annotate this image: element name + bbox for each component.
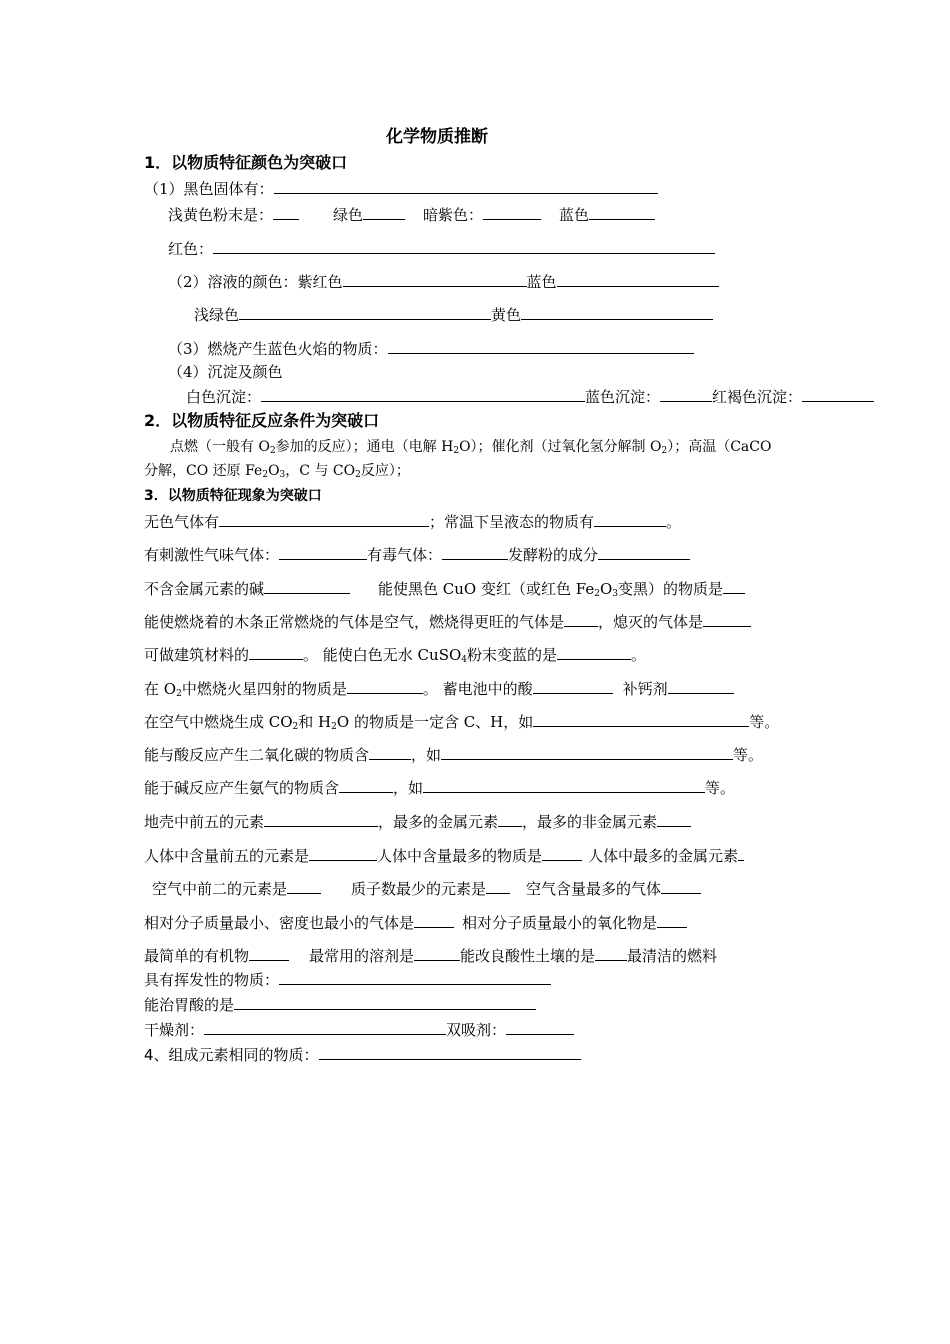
row-building bbox=[144, 644, 646, 665]
section-2-heading: 2．以物质特征反应条件为突破口 bbox=[144, 411, 380, 430]
solution-row bbox=[168, 271, 719, 292]
black-solid-blank[interactable] bbox=[274, 178, 658, 194]
text-segment: 等。 bbox=[749, 713, 780, 731]
subscript: 2 bbox=[292, 722, 299, 732]
text-segment: O bbox=[268, 463, 280, 479]
white-ppt-blank[interactable] bbox=[261, 386, 585, 402]
text-segment: 粉末变蓝的是 bbox=[467, 646, 558, 664]
body-metal-label: 人体中最多的金属元素 bbox=[588, 847, 739, 865]
ammonia-example-blank[interactable] bbox=[423, 777, 705, 793]
row-air bbox=[152, 878, 701, 899]
solution-blue-blank[interactable] bbox=[557, 271, 719, 287]
body-metal-blank[interactable] bbox=[738, 845, 744, 861]
red-brown-ppt-blank[interactable] bbox=[802, 386, 874, 402]
air-gas-blank[interactable] bbox=[661, 878, 701, 894]
section-3-heading: 3．以物质特征现象为突破口 bbox=[144, 488, 322, 504]
toxic-gas-blank[interactable] bbox=[442, 544, 508, 560]
building-material-blank[interactable] bbox=[249, 644, 303, 660]
body-substance-blank[interactable] bbox=[542, 845, 582, 861]
yellow-blank[interactable] bbox=[521, 304, 713, 320]
row-volatile bbox=[144, 969, 551, 990]
ammonia-label: 能于碱反应产生氨气的物质含 bbox=[144, 779, 340, 797]
solvent-blank[interactable] bbox=[414, 945, 460, 961]
subscript: 2 bbox=[594, 589, 600, 599]
row-desiccant bbox=[144, 1019, 574, 1040]
text-segment: 反应）； bbox=[360, 463, 410, 479]
body-elements-label: 人体中含量前五的元素是 bbox=[144, 847, 310, 865]
lightest-gas-label: 相对分子质量最小、密度也最小的气体是 bbox=[144, 914, 415, 932]
text-segment: ）；高温（CaCO bbox=[667, 439, 772, 455]
volatile-label: 具有挥发性的物质： bbox=[144, 971, 280, 989]
toxic-gas-label: 有毒气体： bbox=[367, 546, 443, 564]
colorless-gas-blank[interactable] bbox=[219, 511, 429, 527]
light-green-label: 浅绿色 bbox=[194, 306, 240, 324]
page-title: 化学物质推断 bbox=[386, 127, 488, 147]
pungent-gas-blank[interactable] bbox=[279, 544, 367, 560]
body-substance-label: 人体中含量最多的物质是 bbox=[377, 847, 543, 865]
sparks-blank[interactable] bbox=[347, 678, 423, 694]
air-gas-label: 空气含量最多的气体 bbox=[526, 880, 662, 898]
baking-powder-label: 发酵粉的成分 bbox=[508, 546, 599, 564]
row-base-ammonia bbox=[144, 777, 735, 798]
soil-improver-blank[interactable] bbox=[595, 945, 627, 961]
subscript: 2 bbox=[355, 470, 361, 480]
colorless-gas-label: 无色气体有 bbox=[144, 513, 220, 531]
light-yellow-blank[interactable] bbox=[273, 204, 299, 220]
crust-elements-blank[interactable] bbox=[264, 811, 378, 827]
liquid-label: ；常温下呈液态的物质有 bbox=[429, 513, 595, 531]
row-crust bbox=[144, 811, 691, 832]
text-segment: ，C 与 CO bbox=[285, 463, 356, 479]
text-segment: 点燃（一般有 O bbox=[170, 439, 270, 455]
conditions-line-1 bbox=[170, 437, 771, 457]
text-segment: O bbox=[599, 580, 613, 598]
subscript: 2 bbox=[331, 722, 337, 732]
air-elements-label: 空气中前二的元素是 bbox=[152, 880, 288, 898]
row-same-elements bbox=[144, 1044, 581, 1065]
text-segment: 变黑）的物质是 bbox=[618, 580, 724, 598]
row-sparks bbox=[144, 678, 734, 699]
green-label: 绿色 bbox=[333, 206, 364, 224]
body-elements-blank[interactable] bbox=[309, 845, 377, 861]
stronger-burning-blank[interactable] bbox=[564, 611, 598, 627]
solvent-label: 最常用的溶剂是 bbox=[309, 947, 415, 965]
battery-acid-label: 。 蓄电池中的酸 bbox=[422, 680, 533, 698]
purple-red-blank[interactable] bbox=[343, 271, 527, 287]
reducing-agent-blank[interactable] bbox=[723, 578, 745, 594]
calcium-label: 补钙剂 bbox=[622, 680, 668, 698]
same-elements-blank[interactable] bbox=[319, 1044, 581, 1060]
row-combustion bbox=[144, 611, 751, 632]
precipitate-row bbox=[186, 386, 874, 407]
nonmetal-base-label: 不含金属元素的碱 bbox=[144, 580, 265, 598]
crust-nonmetal-label: ，最多的非金属元素 bbox=[522, 813, 658, 831]
subscript: 3 bbox=[612, 589, 619, 599]
light-green-blank[interactable] bbox=[239, 304, 491, 320]
soil-improver-label: 能改良酸性土壤的是 bbox=[460, 947, 596, 965]
solution-blue-label: 蓝色 bbox=[526, 273, 557, 291]
row-colorless-gas bbox=[144, 511, 681, 532]
red-row bbox=[168, 238, 715, 259]
subscript: 2 bbox=[453, 446, 460, 456]
acid-co2-ion-blank[interactable] bbox=[369, 744, 411, 760]
text-segment: 在空气中燃烧生成 CO bbox=[144, 713, 293, 731]
double-absorber-blank[interactable] bbox=[506, 1019, 574, 1035]
light-yellow-label: 浅黄色粉末是： bbox=[168, 206, 274, 224]
green-blank[interactable] bbox=[363, 204, 405, 220]
subscript: 2 bbox=[269, 446, 276, 456]
text-segment: 等。 bbox=[733, 746, 764, 764]
text-segment: 在 O bbox=[144, 680, 177, 698]
yellow-label: 黄色 bbox=[491, 306, 522, 324]
crust-metal-label: ，最多的金属元素 bbox=[378, 813, 499, 831]
desiccant-blank[interactable] bbox=[204, 1019, 446, 1035]
subscript: 2 bbox=[661, 446, 668, 456]
extinguish-label: ，熄灭的气体是 bbox=[598, 613, 704, 631]
row-acid-co2 bbox=[144, 744, 763, 765]
row-base bbox=[144, 578, 745, 599]
white-ppt-label: 白色沉淀： bbox=[186, 388, 262, 406]
text-segment: 等。 bbox=[705, 779, 736, 797]
period: 。 bbox=[666, 513, 682, 531]
text-segment: 分解，CO 还原 Fe bbox=[144, 463, 263, 479]
volatile-blank[interactable] bbox=[279, 969, 551, 985]
simplest-organic-blank[interactable] bbox=[249, 945, 289, 961]
nonmetal-base-blank[interactable] bbox=[264, 578, 350, 594]
calcium-blank[interactable] bbox=[668, 678, 734, 694]
row-simplest bbox=[144, 945, 717, 966]
text-segment: ，如 bbox=[411, 746, 442, 764]
text-segment: 参加的反应）；通电（电解 H bbox=[275, 439, 454, 455]
cuso4-label: 。 能使白色无水 CuSO bbox=[303, 646, 462, 664]
fewest-protons-label: 质子数最少的元素是 bbox=[351, 880, 487, 898]
section-1-heading: 1．以物质特征颜色为突破口 bbox=[144, 153, 348, 172]
blue-flame-label: （3）燃烧产生蓝色火焰的物质： bbox=[168, 340, 388, 358]
antacid-blank[interactable] bbox=[234, 994, 536, 1010]
blue-flame-row bbox=[168, 338, 694, 359]
blue-ppt-blank[interactable] bbox=[660, 386, 712, 402]
cuso4-blank[interactable] bbox=[557, 644, 631, 660]
desiccant-label: 干燥剂： bbox=[144, 1021, 205, 1039]
baking-powder-blank[interactable] bbox=[598, 544, 690, 560]
lightest-gas-blank[interactable] bbox=[414, 912, 454, 928]
ammonia-ion-blank[interactable] bbox=[339, 777, 393, 793]
fewest-protons-blank[interactable] bbox=[486, 878, 510, 894]
colors-row bbox=[168, 204, 655, 225]
crust-nonmetal-blank[interactable] bbox=[657, 811, 691, 827]
text-segment: ，如 bbox=[393, 779, 424, 797]
organic-blank[interactable] bbox=[533, 711, 749, 727]
dark-purple-blank[interactable] bbox=[483, 204, 541, 220]
subscript: 2 bbox=[262, 470, 269, 480]
building-material-label: 可做建筑材料的 bbox=[144, 646, 250, 664]
light-green-row bbox=[194, 304, 713, 325]
subscript: 3 bbox=[279, 470, 286, 480]
blue-flame-blank[interactable] bbox=[388, 338, 694, 354]
row-pungent-gas bbox=[144, 544, 690, 565]
subscript: 2 bbox=[176, 689, 182, 699]
subscript: 4 bbox=[461, 655, 467, 665]
crust-metal-blank[interactable] bbox=[498, 811, 522, 827]
extinguish-blank[interactable] bbox=[703, 611, 751, 627]
sparks-label: 中燃烧火星四射的物质是 bbox=[181, 680, 347, 698]
precipitate-label: （4）沉淀及颜色 bbox=[168, 363, 283, 381]
blue-ppt-label: 蓝色沉淀： bbox=[585, 388, 661, 406]
antacid-label: 能治胃酸的是 bbox=[144, 996, 235, 1014]
black-solid-label: （1）黑色固体有： bbox=[144, 180, 274, 198]
acid-co2-label: 能与酸反应产生二氧化碳的物质含 bbox=[144, 746, 370, 764]
blue-label: 蓝色 bbox=[559, 206, 590, 224]
air-elements-blank[interactable] bbox=[287, 878, 321, 894]
cleanest-fuel-label: 最清洁的燃料 bbox=[627, 947, 718, 965]
blue-blank[interactable] bbox=[589, 204, 655, 220]
double-absorber-label: 双吸剂： bbox=[446, 1021, 507, 1039]
dark-purple-label: 暗紫色： bbox=[423, 206, 484, 224]
row-co2-h2o bbox=[144, 711, 779, 732]
acid-co2-example-blank[interactable] bbox=[441, 744, 733, 760]
red-label: 红色： bbox=[168, 240, 214, 258]
section-4-heading: 4、组成元素相同的物质： bbox=[144, 1046, 319, 1064]
conditions-line-2 bbox=[144, 461, 410, 481]
lightest-oxide-label: 相对分子质量最小的氧化物是 bbox=[462, 914, 658, 932]
black-solid-row bbox=[144, 178, 658, 199]
red-blank[interactable] bbox=[213, 238, 715, 254]
solution-color-label: （2）溶液的颜色：紫红色 bbox=[168, 273, 343, 291]
stronger-burning-label: 能使燃烧着的木条正常燃烧的气体是空气，燃烧得更旺的气体是 bbox=[144, 613, 565, 631]
period: 。 bbox=[631, 646, 647, 664]
row-human-body bbox=[144, 845, 744, 866]
reducing-agent-label: 能使黑色 CuO 变红（或红色 Fe bbox=[378, 580, 595, 598]
row-molecular-mass bbox=[144, 912, 687, 933]
row-antacid bbox=[144, 994, 536, 1015]
crust-elements-label: 地壳中前五的元素 bbox=[144, 813, 265, 831]
red-brown-ppt-label: 红褐色沉淀： bbox=[712, 388, 803, 406]
organic-label: O 的物质是一定含 C、H，如 bbox=[336, 713, 534, 731]
pungent-gas-label: 有刺激性气味气体： bbox=[144, 546, 280, 564]
battery-acid-blank[interactable] bbox=[533, 678, 613, 694]
lightest-oxide-blank[interactable] bbox=[657, 912, 687, 928]
liquid-blank[interactable] bbox=[594, 511, 666, 527]
text-segment: 和 H bbox=[298, 713, 332, 731]
text-segment: O）；催化剂（过氧化氢分解制 O bbox=[459, 439, 662, 455]
simplest-organic-label: 最简单的有机物 bbox=[144, 947, 250, 965]
